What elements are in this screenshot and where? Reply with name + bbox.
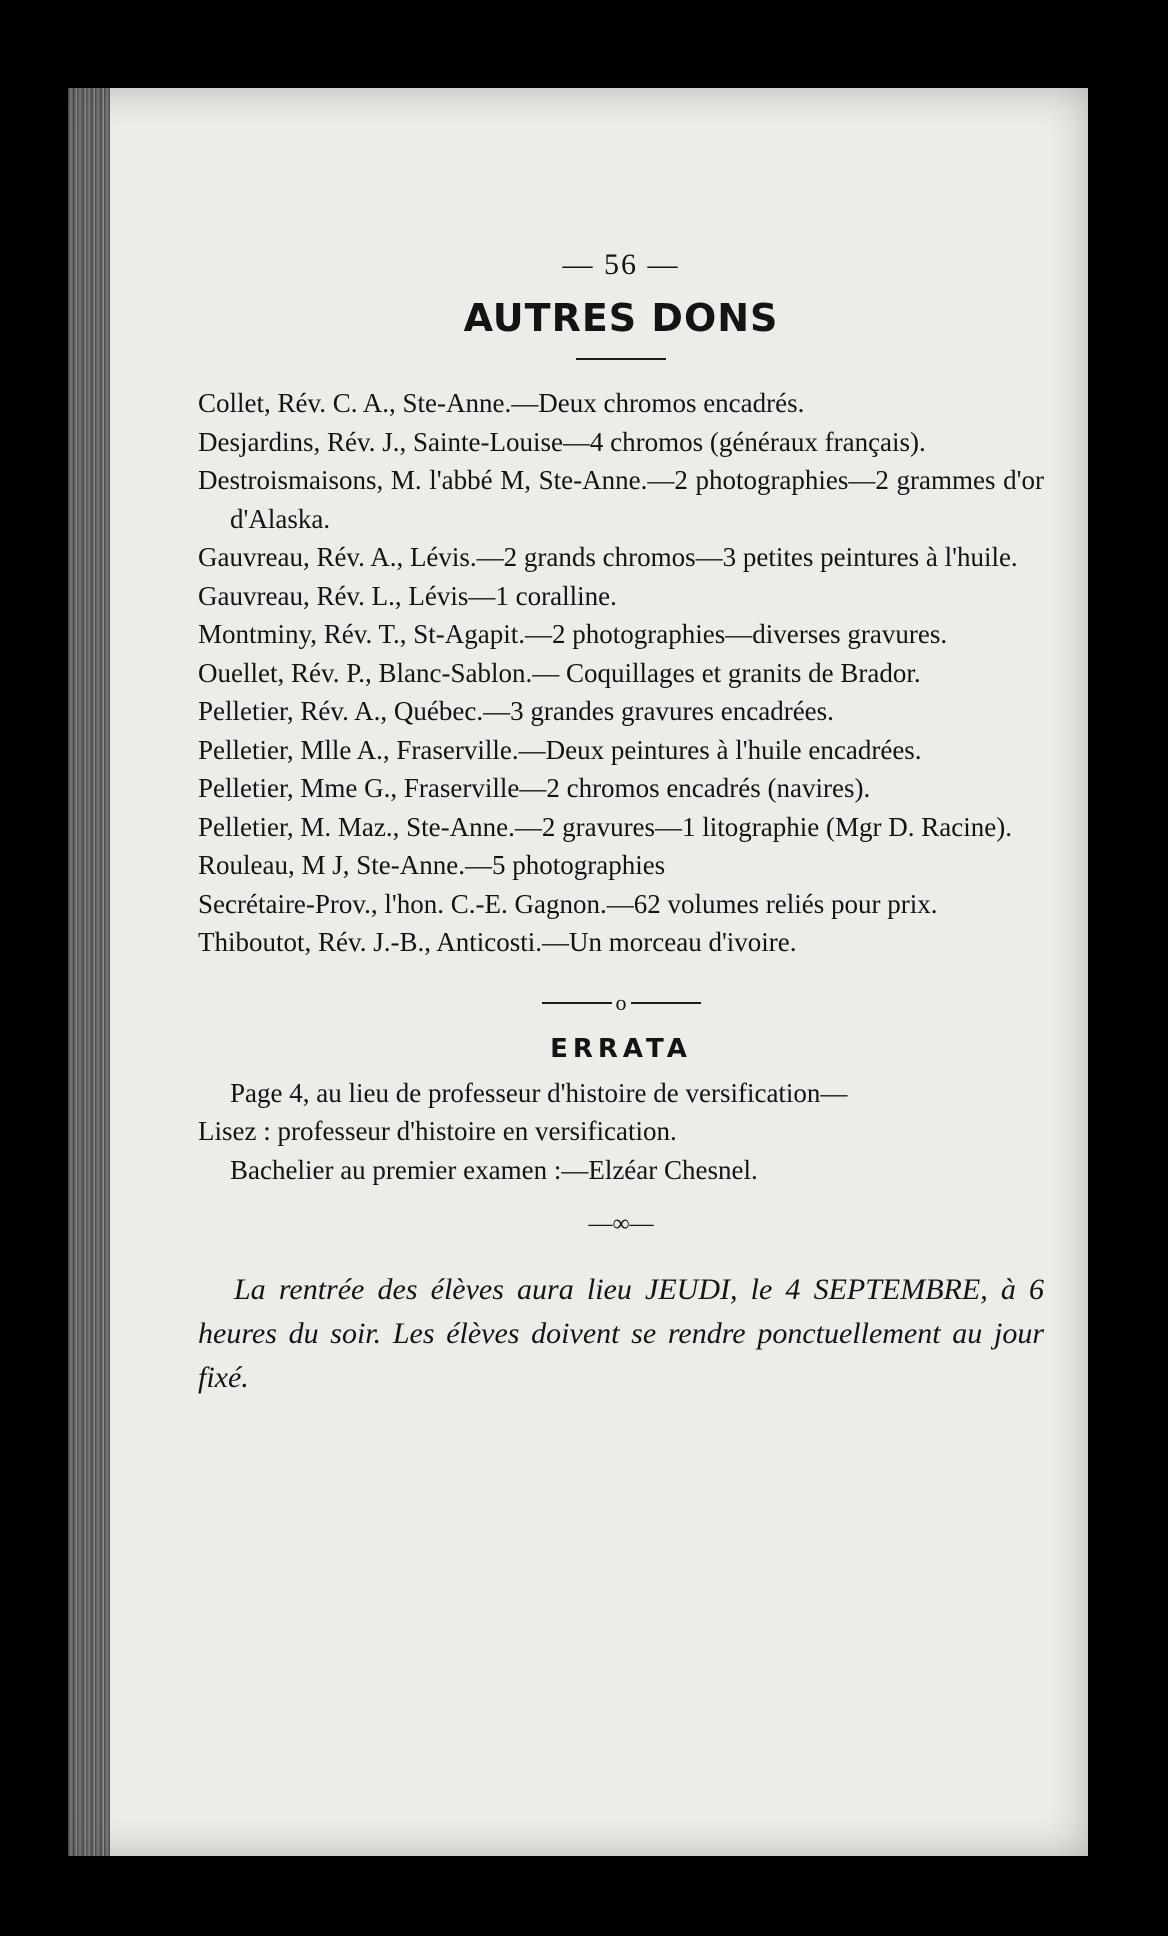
donation-entry: Collet, Rév. C. A., Ste-Anne.—Deux chromos encadrés.: [198, 388, 805, 418]
page-content: [198, 248, 1044, 1430]
errata-line: Lisez : professeur d'histoire en versification.: [198, 1116, 677, 1146]
donation-entry: Rouleau, M J, Ste-Anne.—5 photographies: [198, 850, 666, 880]
errata-line: Page 4, au lieu de professeur d'histoire de versification—: [230, 1077, 848, 1108]
donation-entry: Destroismaisons, M. l'abbé M, Ste-Anne.—2 photographies—2 grammes d'or d'Alaska.: [198, 465, 1044, 534]
donations-list: [198, 384, 1044, 962]
section-separator: [198, 990, 1044, 1016]
donation-entry: Secrétaire-Prov., l'hon. C.-E. Gagnon.—62 volumes reliés pour prix.: [198, 888, 938, 919]
donation-entry: Pelletier, Rév. A., Québec.—3 grandes gravures encadrées.: [198, 696, 834, 726]
donation-entry: Desjardins, Rév. J., Sainte-Louise—4 chromos (généraux français).: [198, 426, 926, 457]
donation-entry: Montminy, Rév. T., St-Agapit.—2 photographies—diverses gravures.: [198, 619, 948, 649]
title-rule: [576, 358, 666, 360]
errata-line: Bachelier au premier examen :—Elzéar Chesnel.: [230, 1154, 758, 1185]
donation-entry: Pelletier, Mme G., Fraserville—2 chromos encadrés (navires).: [198, 773, 871, 803]
ornament-divider: —∞—: [588, 1211, 654, 1237]
separator-mark: o: [615, 989, 627, 1015]
page-number: — 56 —: [562, 248, 680, 281]
section-title: AUTRES DONS: [463, 296, 779, 340]
donation-entry: Ouellet, Rév. P., Blanc-Sablon.— Coquillages et granits de Brador.: [198, 657, 921, 688]
reentry-notice: La rentrée des élèves aura lieu JEUDI, le 4 SEPTEMBRE, à 6 heures du soir. Les élèves doivent se rendre ponctuellement au jour fixé.: [198, 1273, 1044, 1394]
separator-line-right: [631, 1002, 701, 1004]
donation-entry: Pelletier, M. Maz., Ste-Anne.—2 gravures—1 litographie (Mgr D. Racine).: [198, 811, 1012, 842]
errata-title: ERRATA: [550, 1033, 692, 1064]
errata-section: [198, 1034, 1044, 1190]
book-page: [68, 88, 1088, 1856]
page-binding-edge: [68, 88, 110, 1856]
donation-entry: Pelletier, Mlle A., Fraserville.—Deux peintures à l'huile encadrées.: [198, 734, 922, 765]
donation-entry: Gauvreau, Rév. A., Lévis.—2 grands chromos—3 petites peintures à l'huile.: [198, 542, 1018, 572]
donation-entry: Thiboutot, Rév. J.-B., Anticosti.—Un morceau d'ivoire.: [198, 927, 797, 957]
donation-entry: Gauvreau, Rév. L., Lévis—1 coralline.: [198, 580, 617, 611]
separator-line-left: [542, 1002, 612, 1004]
